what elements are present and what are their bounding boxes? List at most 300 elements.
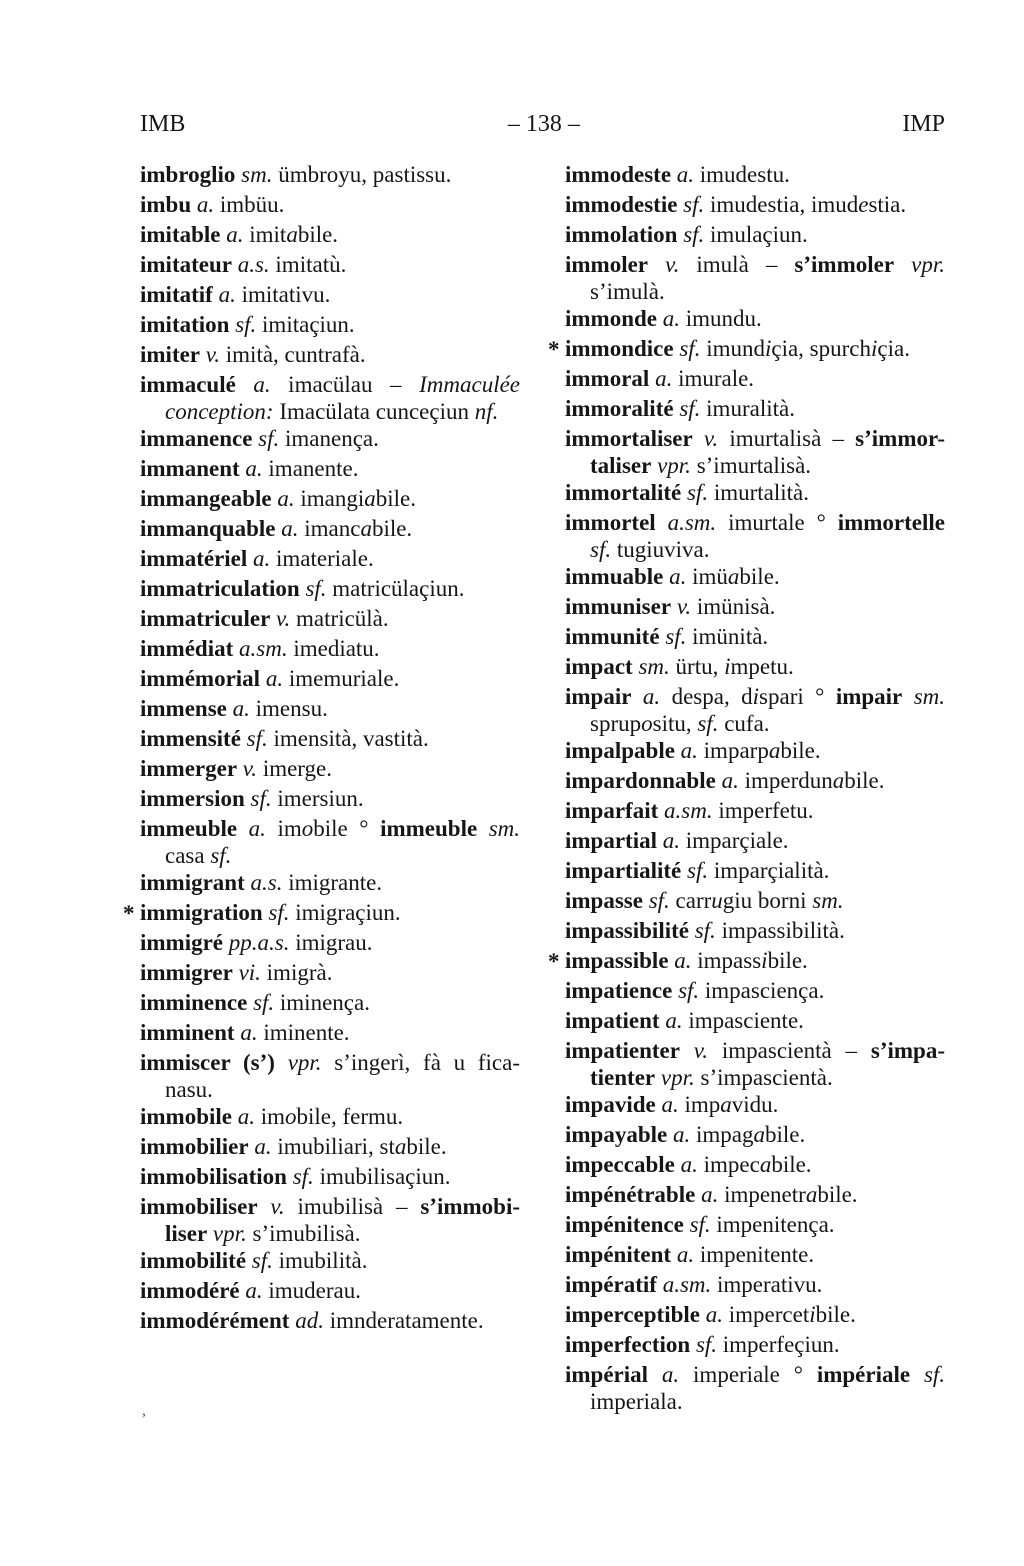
entry-headword-text: imminence	[140, 990, 248, 1015]
entry-translation-text: ürtu,	[669, 654, 725, 679]
entry-first-line	[140, 754, 520, 784]
entry-asterisk-mark: *	[548, 949, 560, 974]
entry-first-line	[140, 1246, 520, 1276]
dictionary-entry	[565, 478, 945, 508]
entry-translation-text: imperdun	[738, 768, 833, 793]
entry-translation-text: despa, d	[660, 684, 753, 709]
entry-headword-text: impérial	[565, 1362, 649, 1387]
entry-italic-text: a.	[237, 1104, 255, 1129]
entry-first-line	[140, 454, 520, 484]
entry-italic-text: i	[752, 684, 760, 709]
entry-headword-text: immatriculer	[140, 606, 271, 631]
dictionary-entry	[140, 1132, 520, 1162]
entry-translation-text: imü	[686, 564, 728, 589]
entry-italic-text: a.	[281, 516, 299, 541]
entry-first-line	[140, 574, 520, 604]
entry-headword-text: immunité	[565, 624, 660, 649]
entry-headword-text: imitatif	[140, 282, 213, 307]
entry-translation-text: giu borni	[722, 888, 813, 913]
entry-continuation-line	[140, 1222, 520, 1246]
entry-translation-text: imulà –	[679, 252, 795, 277]
entry-italic-text: sf.	[687, 858, 709, 883]
entry-first-line	[140, 370, 520, 400]
entry-translation-text	[237, 816, 249, 841]
entry-asterisk-mark: *	[548, 337, 560, 362]
entry-translation-text: imuralità.	[700, 396, 795, 421]
entry-translation-text: imensu.	[249, 696, 328, 721]
guide-word-left: IMB	[140, 111, 186, 137]
entry-italic-text: a	[727, 564, 740, 589]
entry-translation-text	[680, 1038, 694, 1063]
page-number: – 138 –	[507, 111, 580, 137]
dictionary-entry	[140, 424, 520, 454]
entry-headword-text: immobilisation	[140, 1164, 287, 1189]
entry-translation-text: imacülau –	[270, 372, 420, 397]
entry-translation-text	[648, 1362, 662, 1387]
dictionary-entry	[565, 1180, 945, 1210]
entry-translation-text: imnderatamente.	[323, 1308, 484, 1333]
entry-italic-text: a.s.	[250, 870, 283, 895]
entry-italic-text: a.s.	[237, 252, 270, 277]
entry-italic-text: a.	[196, 192, 215, 217]
dictionary-entry	[565, 424, 945, 478]
entry-translation-text: impascientà –	[708, 1038, 871, 1063]
entry-italic-text: sm.	[638, 654, 670, 679]
entry-italic-text: sm.	[812, 888, 844, 913]
entry-first-line	[565, 916, 945, 946]
entry-continuation-line	[565, 280, 945, 304]
entry-first-line	[565, 1360, 945, 1390]
entry-first-line	[140, 1306, 520, 1336]
entry-translation-text: s’imulà.	[590, 279, 665, 304]
dictionary-entry	[140, 1048, 520, 1102]
entry-italic-text: a.	[669, 564, 687, 589]
entry-translation-text	[236, 372, 254, 397]
entry-first-line	[565, 1270, 945, 1300]
entry-headword-text: imperceptible	[565, 1302, 700, 1327]
entry-italic-text: a.	[642, 684, 661, 709]
entry-first-line	[565, 766, 945, 796]
entry-italic-text: a.	[265, 666, 284, 691]
entry-headword-text: impalpable	[565, 738, 675, 763]
entry-italic-text: conception:	[165, 399, 274, 424]
entry-translation-text: imubilisà –	[284, 1194, 421, 1219]
entry-translation-text: imurtalità.	[708, 480, 809, 505]
dictionary-entry	[565, 1036, 945, 1090]
entry-translation-text: imigrà.	[260, 960, 333, 985]
entry-italic-text: a.	[240, 1020, 258, 1045]
dictionary-entry	[140, 160, 520, 190]
entry-headword-text: taliser	[590, 453, 652, 478]
entry-headword-text: immatériel	[140, 546, 248, 571]
entry-first-line	[565, 976, 945, 1006]
entry-continuation-line	[565, 538, 945, 562]
entry-headword-text: immortel	[565, 510, 656, 535]
entry-translation-text: situ,	[652, 711, 698, 736]
entry-headword-text: immoralité	[565, 396, 674, 421]
dictionary-entry	[565, 508, 945, 562]
dictionary-entry	[565, 976, 945, 1006]
entry-translation-text: imperfeçiun.	[717, 1332, 840, 1357]
dictionary-entry	[565, 1240, 945, 1270]
entry-first-line	[565, 220, 945, 250]
entry-first-line	[140, 424, 520, 454]
entry-italic-text: vpr.	[660, 1065, 695, 1090]
dictionary-entry	[565, 1120, 945, 1150]
entry-italic-text: e	[858, 192, 869, 217]
entry-translation-text: imp	[678, 1092, 721, 1117]
entry-italic-text: a.	[254, 1134, 272, 1159]
dictionary-entry	[140, 484, 520, 514]
entry-italic-text: a.	[245, 1278, 263, 1303]
entry-italic-text: a	[753, 1122, 765, 1147]
entry-italic-text: a.	[218, 282, 236, 307]
dictionary-entry	[565, 562, 945, 592]
entry-translation-text	[631, 684, 642, 709]
entry-translation-text: bile °	[313, 816, 381, 841]
entry-translation-text: imudestia, imud	[704, 192, 859, 217]
entry-translation-text: imudestu.	[694, 162, 790, 187]
entry-italic-text: a.	[655, 366, 673, 391]
entry-translation-text: bile.	[817, 1182, 858, 1207]
entry-translation-text: impenitente.	[694, 1242, 815, 1267]
entry-italic-text: sf.	[250, 786, 272, 811]
dictionary-entry	[565, 886, 945, 916]
entry-italic-text: a.	[661, 1362, 680, 1387]
entry-headword-text: imitable	[140, 222, 221, 247]
entry-italic-text: vpr.	[657, 453, 691, 478]
entry-translation-text: imigraçiun.	[289, 900, 401, 925]
entry-translation-text	[910, 1362, 924, 1387]
entry-first-line	[565, 424, 945, 454]
entry-first-line	[565, 304, 945, 334]
entry-headword-text: liser	[165, 1221, 208, 1246]
entry-translation-text: imità, cuntrafà.	[220, 342, 366, 367]
entry-translation-text	[656, 510, 668, 535]
entry-translation-text: imperiale °	[679, 1362, 817, 1387]
entry-italic-text: a.	[245, 456, 263, 481]
entry-italic-text: a.	[676, 162, 695, 187]
entry-translation-text: matricülà.	[290, 606, 389, 631]
dictionary-entry	[565, 190, 945, 220]
entry-italic-text: sf.	[292, 1164, 314, 1189]
entry-first-line	[565, 1090, 945, 1120]
entry-italic-text: pp.a.s.	[228, 930, 290, 955]
entry-first-line	[565, 796, 945, 826]
dictionary-entry	[565, 1090, 945, 1120]
dictionary-entry	[565, 622, 945, 652]
entry-translation-text: vidu.	[731, 1092, 779, 1117]
entry-italic-text: a.	[674, 948, 692, 973]
entry-headword-text: impair	[835, 684, 903, 709]
dictionary-entry	[140, 868, 520, 898]
dictionary-entry	[140, 784, 520, 814]
entry-translation-text: imitativu.	[235, 282, 331, 307]
entry-first-line	[565, 478, 945, 508]
entry-headword-text: imiter	[140, 342, 201, 367]
entry-translation-text: imperiala.	[590, 1389, 683, 1414]
entry-headword-text: immiscer (s’)	[140, 1050, 275, 1075]
entry-translation-text: çia, spurch	[771, 336, 872, 361]
dictionary-entry	[140, 1018, 520, 1048]
entry-italic-text: a	[832, 768, 845, 793]
entry-italic-text: sm.	[488, 816, 521, 841]
entry-translation-text: s’imurtalisà.	[690, 453, 812, 478]
entry-first-line	[565, 592, 945, 622]
entry-italic-text: sf.	[253, 990, 275, 1015]
entry-italic-text: a.	[665, 1008, 683, 1033]
entry-translation-text: imubilisaçiun.	[313, 1164, 451, 1189]
entry-translation-text: imundu.	[680, 306, 762, 331]
dictionary-entry	[140, 1102, 520, 1132]
entry-italic-text: v.	[276, 606, 291, 631]
guide-word-right: IMP	[902, 111, 945, 137]
dictionary-entry	[140, 724, 520, 754]
entry-first-line	[140, 1048, 520, 1078]
entry-translation-text: iminente.	[257, 1020, 350, 1045]
entry-italic-text: sf.	[695, 1332, 718, 1357]
entry-headword-text: imminent	[140, 1020, 235, 1045]
entry-headword-text: impasse	[565, 888, 643, 913]
entry-translation-text: bile.	[815, 1302, 856, 1327]
entry-headword-text: impatience	[565, 978, 673, 1003]
dictionary-entry	[140, 544, 520, 574]
entry-first-line	[140, 310, 520, 340]
entry-italic-text: v.	[693, 1038, 709, 1063]
entry-first-line	[565, 1036, 945, 1066]
entry-translation-text: im	[255, 1104, 286, 1129]
dictionary-entry	[565, 160, 945, 190]
entry-italic-text: v.	[703, 426, 719, 451]
dictionary-entry	[140, 928, 520, 958]
entry-headword-text: immonde	[565, 306, 657, 331]
entry-headword-text: impénitent	[565, 1242, 672, 1267]
entry-italic-text: o	[285, 1104, 297, 1129]
entry-first-line	[565, 1240, 945, 1270]
entry-headword-text: tienter	[590, 1065, 656, 1090]
entry-first-line	[140, 814, 520, 844]
entry-first-line	[140, 1102, 520, 1132]
entry-first-line	[565, 1006, 945, 1036]
entry-first-line	[565, 622, 945, 652]
entry-translation-text: imparp	[697, 738, 769, 763]
entry-italic-text: a.	[248, 816, 266, 841]
entry-italic-text: sf.	[683, 192, 705, 217]
entry-translation-text: bile.	[764, 1122, 806, 1147]
entry-headword-text: impavide	[565, 1092, 656, 1117]
entry-italic-text: sf.	[648, 888, 670, 913]
entry-italic-text: sf.	[590, 537, 612, 562]
entry-headword-text: immigrer	[140, 960, 233, 985]
dictionary-entry	[565, 682, 945, 736]
entry-first-line	[565, 886, 945, 916]
entry-translation-text	[693, 426, 704, 451]
entry-first-line	[140, 694, 520, 724]
entry-italic-text: sf.	[678, 978, 700, 1003]
entry-first-line	[140, 220, 520, 250]
entry-italic-text: a	[394, 1134, 407, 1159]
dictionary-entry	[140, 574, 520, 604]
entry-translation-text: stia.	[868, 192, 907, 217]
entry-italic-text: a	[759, 1152, 772, 1177]
entry-headword-text: immersion	[140, 786, 245, 811]
dictionary-column-right	[548, 160, 946, 1414]
entry-headword-text: immense	[140, 696, 227, 721]
entry-first-line	[140, 928, 520, 958]
entry-headword-text: immanence	[140, 426, 253, 451]
entry-headword-text: s’immor-	[855, 426, 945, 451]
dictionary-entry	[565, 592, 945, 622]
entry-first-line	[140, 484, 520, 514]
entry-headword-text: impénitence	[565, 1212, 684, 1237]
entry-continuation-line	[565, 712, 945, 736]
entry-continuation-line	[140, 400, 520, 424]
dictionary-entry	[140, 1192, 520, 1246]
entry-first-line	[140, 250, 520, 280]
entry-headword-text: immanent	[140, 456, 240, 481]
entry-headword-text: impardonnable	[565, 768, 716, 793]
dictionary-entry	[140, 958, 520, 988]
entry-italic-text: sf.	[679, 336, 701, 361]
entry-translation-text: imanente.	[262, 456, 359, 481]
entry-translation-text	[477, 816, 489, 841]
entry-italic-text: sf.	[686, 480, 709, 505]
entry-first-line	[565, 946, 945, 976]
entry-translation-text: s’impascientà.	[694, 1065, 833, 1090]
entry-translation-text: bile.	[780, 738, 821, 763]
dictionary-entry	[123, 898, 520, 928]
entry-first-line	[565, 334, 945, 364]
entry-translation-text: imurtale °	[716, 510, 838, 535]
entry-translation-text: bile.	[406, 1134, 447, 1159]
dictionary-entry	[140, 310, 520, 340]
entry-translation-text: imund	[700, 336, 765, 361]
entry-headword-text: s’immobi-	[420, 1194, 520, 1219]
dictionary-entry	[565, 304, 945, 334]
entry-translation-text: mpetu.	[730, 654, 794, 679]
entry-italic-text: sm.	[913, 684, 946, 709]
entry-italic-text: sf.	[683, 222, 705, 247]
entry-italic-text: vi.	[238, 960, 261, 985]
entry-translation-text: bile.	[371, 516, 413, 541]
entry-headword-text: impériale	[816, 1362, 911, 1387]
entry-italic-text: a.	[721, 768, 739, 793]
entry-translation-text: imubiliari, st	[271, 1134, 395, 1159]
entry-first-line	[140, 898, 520, 928]
entry-continuation-line	[565, 1066, 945, 1090]
entry-first-line	[565, 562, 945, 592]
entry-italic-text: a	[360, 516, 372, 541]
entry-translation-text: ümbroyu, pastissu.	[272, 162, 452, 187]
entry-first-line	[565, 508, 945, 538]
entry-italic-text: sf.	[665, 624, 687, 649]
entry-translation-text: imbüu.	[214, 192, 285, 217]
entry-translation-text: Imacülata cunceçiun	[273, 399, 475, 424]
entry-translation-text: carr	[669, 888, 712, 913]
entry-first-line	[140, 1192, 520, 1222]
dictionary-entry	[140, 604, 520, 634]
entry-italic-text: sf.	[210, 843, 232, 868]
entry-first-line	[140, 1162, 520, 1192]
dictionary-entry	[565, 1360, 945, 1414]
entry-translation-text: imerge.	[257, 756, 333, 781]
entry-italic-text: a.	[253, 546, 271, 571]
dictionary-entry	[565, 1330, 945, 1360]
dictionary-column-left	[123, 160, 521, 1414]
entry-headword-text: imparfait	[565, 798, 659, 823]
entry-italic-text: a.	[705, 1302, 723, 1327]
entry-first-line	[140, 160, 520, 190]
entry-continuation-line	[565, 454, 945, 478]
entry-translation-text: imperfetu.	[712, 798, 814, 823]
dictionary-entry	[140, 250, 520, 280]
entry-translation-text: bile, fermu.	[296, 1104, 404, 1129]
entry-translation-text: bile.	[297, 222, 339, 247]
entry-italic-text: sf.	[689, 1212, 711, 1237]
entry-italic-text: sf.	[258, 426, 280, 451]
dictionary-entry	[140, 694, 520, 724]
entry-translation-text: imünisà.	[691, 594, 776, 619]
entry-first-line	[140, 784, 520, 814]
entry-headword-text: impayable	[565, 1122, 668, 1147]
entry-translation-text: iminença.	[274, 990, 370, 1015]
entry-italic-text: v.	[676, 594, 692, 619]
entry-italic-text: vpr.	[911, 252, 945, 277]
entry-first-line	[140, 724, 520, 754]
entry-headword-text: immédiat	[140, 636, 234, 661]
scan-artifact-dot: ,	[142, 1402, 146, 1419]
dictionary-entry	[565, 856, 945, 886]
entry-translation-text: imitatù.	[269, 252, 347, 277]
entry-italic-text: a.sm.	[662, 1272, 712, 1297]
dictionary-entry	[140, 988, 520, 1018]
dictionary-entry	[565, 250, 945, 304]
dictionary-entry	[565, 220, 945, 250]
entry-translation-text: sprup	[590, 711, 642, 736]
entry-translation-text: s’ingerì, fà u fica-	[321, 1050, 521, 1075]
entry-italic-text: a.	[680, 738, 698, 763]
entry-first-line	[140, 1276, 520, 1306]
entry-italic-text: o	[641, 711, 653, 736]
entry-italic-text: v.	[242, 756, 258, 781]
dictionary-entry	[140, 1246, 520, 1276]
entry-translation-text: impassibilità.	[715, 918, 845, 943]
entry-translation-text: casa	[165, 843, 211, 868]
entry-translation-text: im	[265, 816, 302, 841]
entry-continuation-line	[140, 844, 520, 868]
entry-italic-text: a	[805, 1182, 818, 1207]
entry-italic-text: a.	[672, 1122, 691, 1147]
dictionary-entry	[565, 796, 945, 826]
entry-first-line	[565, 160, 945, 190]
entry-translation-text	[275, 1050, 288, 1075]
entry-italic-text: sf.	[305, 576, 327, 601]
entry-continuation-line	[140, 1078, 520, 1102]
entry-italic-text: a	[720, 1092, 732, 1117]
entry-asterisk-mark: *	[123, 901, 135, 926]
entry-italic-text: a.	[661, 1092, 679, 1117]
entry-italic-text: sf.	[251, 1248, 273, 1273]
entry-first-line	[140, 1018, 520, 1048]
entry-headword-text: immortelle	[837, 510, 945, 535]
entry-translation-text	[258, 1194, 271, 1219]
entry-translation-text: tugiuviva.	[611, 537, 710, 562]
entry-headword-text: s’immoler	[794, 252, 895, 277]
entry-headword-text: impair	[565, 684, 632, 709]
entry-italic-text: o	[301, 816, 314, 841]
dictionary-entry	[140, 220, 520, 250]
entry-translation-text: nasu.	[165, 1077, 213, 1102]
